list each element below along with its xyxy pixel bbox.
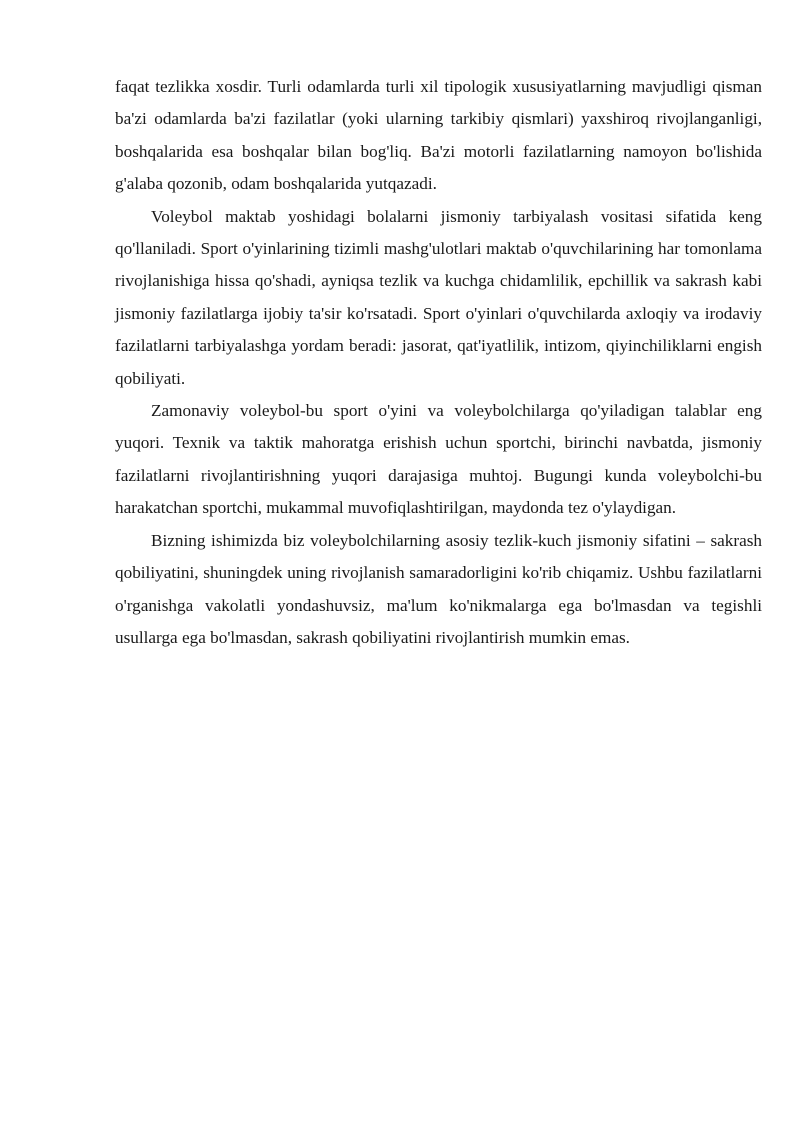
- body-text: [115, 71, 762, 654]
- paragraph-volleyball-education: Voleybol maktab yoshidagi bolalarni jismoniy tarbiyalash vositasi sifatida keng qo'llaniladi. Sport o'yinlarining tizimli mashg'ulotlari maktab o'quvchilarining har tomonlama rivojlanishiga hissa qo'shadi, ayniqsa tezlik va kuchga chidamlilik, epchillik va sakrash kabi jismoniy fazilatlarga ijobiy ta'sir ko'rsatadi. Sport o'yinlari o'quvchilarda axloqiy va irodaviy fazilatlarni tarbiyalashga yordam beradi: jasorat, qat'iyatlilik, intizom, qiyinchiliklarni engish qobiliyati.: [115, 206, 762, 388]
- paragraph-jumping-ability: Bizning ishimizda biz voleybolchilarning asosiy tezlik-kuch jismoniy sifatini – sakrash qobiliyatini, shuningdek uning rivojlanish samaradorligini ko'rib chiqamiz. Ushbu fazilatlarni o'rganishga vakolatli yondashuvsiz, ma'lum ko'nikmalarga ega bo'lmasdan va tegishli usullarga ega bo'lmasdan, sakrash qobiliyatini rivojlantirish mumkin emas.: [115, 530, 762, 647]
- paragraph-modern-volleyball: Zamonaviy voleybol-bu sport o'yini va voleybolchilarga qo'yiladigan talablar eng yuqori. Texnik va taktik mahoratga erishish uchun sportchi, birinchi navbatda, jismoniy fazilatlarni rivojlantirishning yuqori darajasiga muhtoj. Bugungi kunda voleybolchi-bu harakatchan sportchi, mukammal muvofiqlashtirilgan, maydonda tez o'ylaydigan.: [115, 401, 762, 518]
- paragraph-continuation: faqat tezlikka xosdir. Turli odamlarda turli xil tipologik xususiyatlarning mavjudligi qisman ba'zi odamlarda ba'zi fazilatlar (yoki ularning tarkibiy qismlari) yaxshiroq rivojlanganligi, boshqalarida esa boshqalar bilan bog'liq. Ba'zi motorli fazilatlarning namoyon bo'lishida g'alaba qozonib, odam boshqalarida yutqazadi.: [115, 77, 762, 194]
